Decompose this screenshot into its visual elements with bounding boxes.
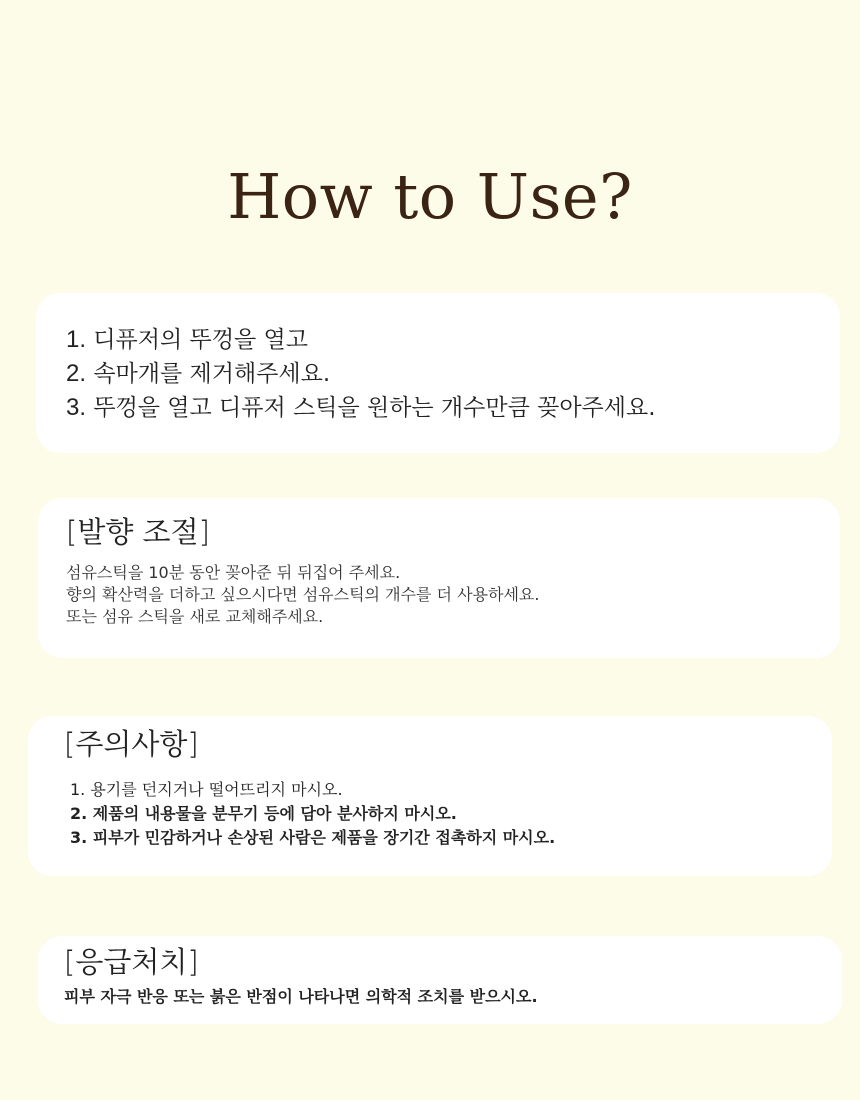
caution-item: 3. 피부가 민감하거나 손상된 사람은 제품을 장기간 접촉하지 마시오. (70, 828, 556, 847)
scent-adjust-card (38, 498, 840, 658)
scent-adjust-line: 섬유스틱을 10분 동안 꽂아준 뒤 뒤집어 주세요. (66, 563, 401, 582)
scent-adjust-heading: [발향 조절] (66, 515, 210, 549)
usage-steps-card (36, 293, 840, 453)
step-text: 디퓨저의 뚜껑을 열고 (93, 327, 308, 353)
scent-adjust-line: 향의 확산력을 더하고 싶으시다면 섬유스틱의 개수를 더 사용하세요. (66, 585, 540, 604)
step-text: 뚜껑을 열고 디퓨저 스틱을 원하는 개수만큼 꽂아주세요. (93, 395, 656, 421)
usage-step (66, 357, 840, 391)
caution-list (70, 778, 832, 850)
scent-adjust-body (66, 562, 840, 628)
step-number: 3. (66, 394, 87, 421)
usage-step (66, 391, 840, 425)
page-title: How to Use? (227, 160, 633, 233)
caution-card (28, 716, 832, 876)
caution-item: 2. 제품의 내용물을 분무기 등에 담아 분사하지 마시오. (70, 804, 457, 823)
first-aid-card (38, 936, 842, 1024)
step-text: 속마개를 제거해주세요. (93, 361, 331, 387)
scent-adjust-line: 또는 섬유 스틱을 새로 교체해주세요. (66, 607, 324, 626)
usage-steps-list (66, 323, 840, 425)
first-aid-text: 피부 자극 반응 또는 붉은 반점이 나타나면 의학적 조치를 받으시오. (64, 987, 538, 1006)
usage-step (66, 323, 840, 357)
caution-heading: [주의사항] (64, 727, 199, 761)
step-number: 1. (66, 326, 87, 353)
caution-item: 1. 용기를 던지거나 떨어뜨리지 마시오. (70, 780, 343, 799)
step-number: 2. (66, 360, 87, 387)
first-aid-heading: [응급처치] (64, 945, 199, 979)
